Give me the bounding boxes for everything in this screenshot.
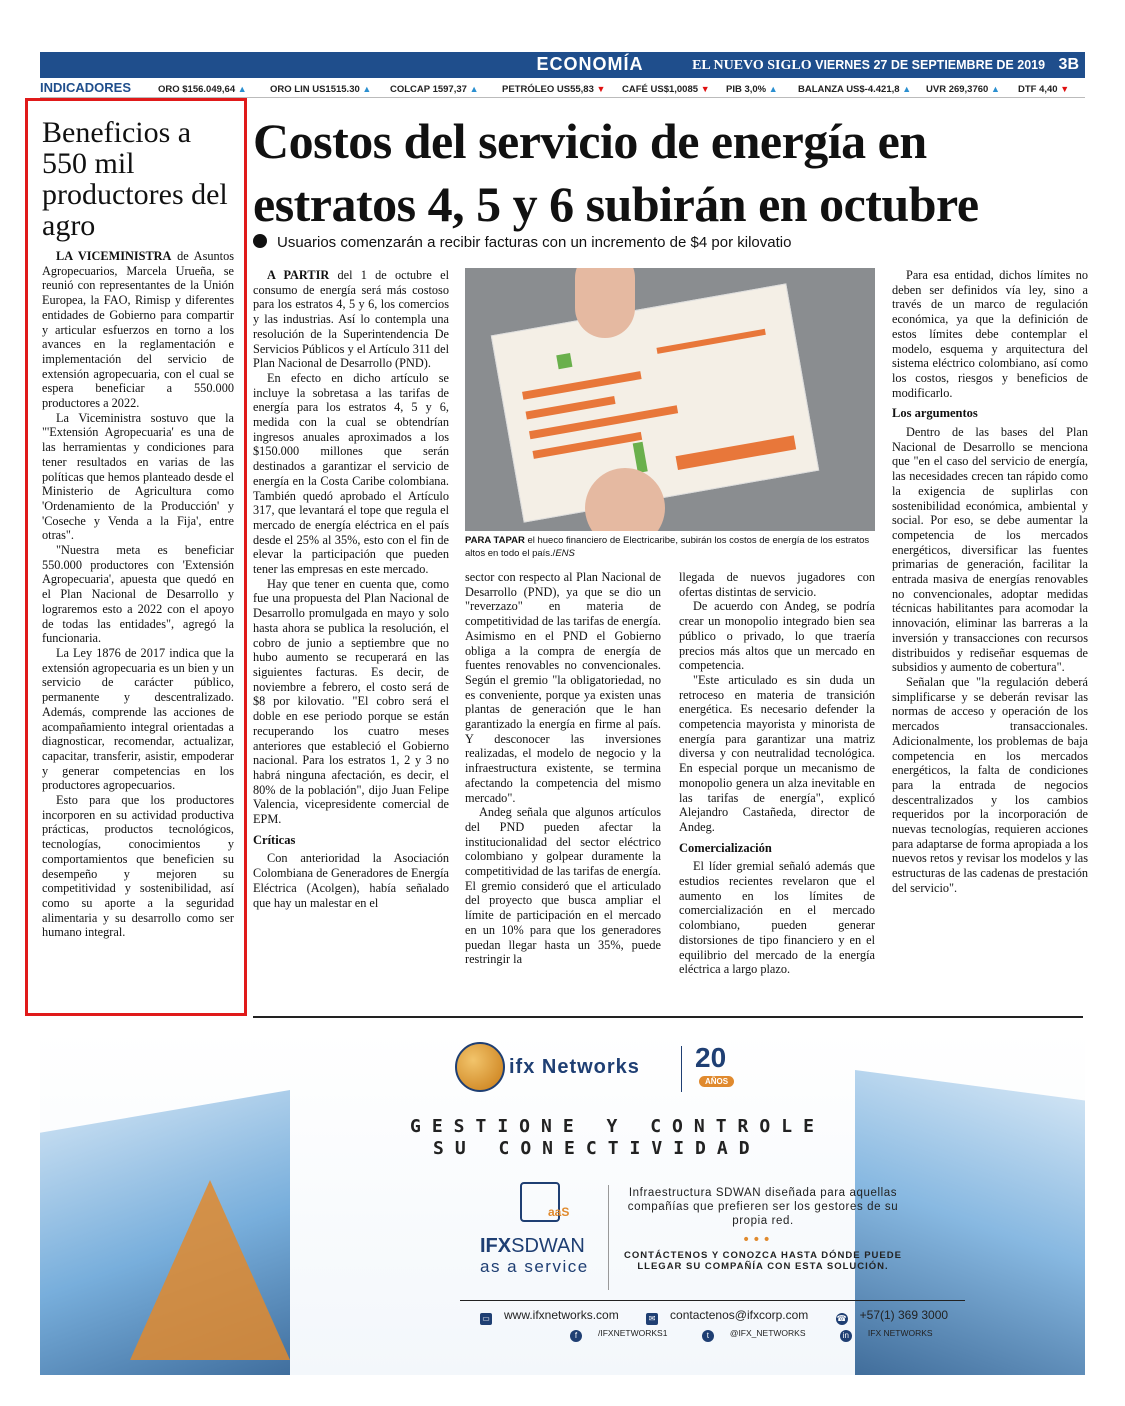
caption-text: el hueco financiero de Electricaribe, subirán los costos de energía de los estratos altos en todo el país./ bbox=[465, 535, 870, 559]
facebook-text: /IFXNETWORKS1 bbox=[598, 1328, 668, 1338]
website-link[interactable] bbox=[480, 1308, 631, 1322]
email-text: contactenos@ifxcorp.com bbox=[670, 1308, 809, 1322]
arrow-down-icon: ▼ bbox=[596, 84, 606, 94]
indicator-colcap bbox=[390, 84, 478, 95]
masthead-info bbox=[692, 56, 1079, 74]
indicator-value: COLCAP 1597,37 bbox=[390, 84, 467, 95]
article-headline: Costos del servicio de energía en estratos 4, 5 y 6 subirán en octubre bbox=[253, 113, 979, 232]
article-paragraph: Hay que tener en cuenta que, como fue una propuesta del Plan Nacional de Desarrollo promulgada en mayo y solo hasta ahora se publica la resolución, el cobro de junio a septiembre que no hubo aumento se recuperará en las siguientes facturas. Es decir, de noviembre a febrero, el costo será de $8 por kilovatio. "El cobro será el doble en ese periodo porque se están recuperando los cuatro meses anteriores que estableció el Gobierno nacional. Para los estratos 1, 2 y 3 no habrá ninguna afectación, es decir, el 80% de la población", dijo Juan Felipe Valencia, vicepresidente comercial de EPM. bbox=[253, 576, 449, 827]
arrow-up-icon: ▲ bbox=[362, 84, 372, 94]
logo-divider bbox=[681, 1046, 682, 1092]
indicator-value: DTF 4,40 bbox=[1018, 84, 1058, 95]
dots-icon: ••• bbox=[742, 1232, 773, 1248]
article-column-2 bbox=[465, 570, 661, 967]
article-column-3 bbox=[679, 570, 875, 977]
linkedin-text: IFX NETWORKS bbox=[867, 1328, 933, 1338]
phone-icon: ☎ bbox=[836, 1314, 847, 1323]
indicator-value: PIB 3,0% bbox=[726, 84, 767, 95]
indicators-label: INDICADORES bbox=[40, 80, 132, 95]
ad-divider bbox=[608, 1185, 609, 1290]
sidebar-paragraph bbox=[42, 249, 234, 411]
issue-date: VIERNES 27 DE SEPTIEMBRE DE 2019 bbox=[815, 58, 1046, 72]
globe-icon bbox=[455, 1042, 505, 1092]
aas-label: aaS bbox=[548, 1205, 570, 1219]
sidebar-paragraph: "Nuestra meta es beneficiar 550.000 productores con 'Extensión Agropecuaria', apuesta que quedó en el Plan Nacional de Desarrollo y lograremos esto a 2022 con el apoyo de todas las entidades", agregó la funcionaria. bbox=[42, 543, 234, 646]
subhead-text: Usuarios comenzarán a recibir facturas con un incremento de $4 por kilovatio bbox=[277, 234, 792, 251]
orange-triangle-graphic bbox=[130, 1180, 290, 1360]
indicator-value: ORO LIN US1515.30 bbox=[270, 84, 360, 95]
phone-link[interactable] bbox=[836, 1308, 960, 1322]
sidebar-lead: LA VICEMINISTRA bbox=[56, 249, 172, 263]
newspaper-name: EL NUEVO SIGLO bbox=[692, 58, 812, 73]
indicator-oro-lin bbox=[270, 84, 371, 95]
arrow-up-icon: ▲ bbox=[469, 84, 479, 94]
website-text: www.ifxnetworks.com bbox=[504, 1308, 619, 1322]
article-paragraph: Dentro de las bases del Plan Nacional de Desarrollo se menciona que "en el caso del servicio de energía, las necesidades crecen tan rápido como la exigencia de suplirlas con sostenibilidad económica, ambiental y social. Por eso, se debe aumentar la competencia de los mercados energéticos, diversificar las fuentes primarias de generación, facilitar la entrada masiva de energías renovables no convencionales, adoptar medidas técnicas habilitantes para acomodar la innovación, eliminar las barreras a la inversión y transacciones con recursos distribuidos y rediseñar esquemas de subsidios y aumento de cobertura". bbox=[892, 425, 1088, 675]
indicator-value: UVR 269,3760 bbox=[926, 84, 989, 95]
sidebar-paragraph: La Ley 1876 de 2017 indica que la extensión agropecuaria es un bien y un servicio de carácter público, permanente y descentralizado. Además, comprende las acciones de acompañamiento integral orientadas a diagnosticar, recomendar, actualizar, capacitar, transferir, asistir, empoderar y generar competencias en los productores agropecuarios. bbox=[42, 645, 234, 793]
sidebar-paragraph: La Viceministra sostuvo que la "'Extensión Agropecuaria' es una de las herramientas y condiciones para tener resultados en varias de las políticas que hemos planteado desde el Ministerio de Agricultura como 'Ordenamiento de la Producción' y 'Coseche y Venda a la Fija', entre otras". bbox=[42, 410, 234, 543]
photo-credit: ENS bbox=[555, 548, 575, 559]
anniversary-label: AÑOS bbox=[699, 1076, 734, 1087]
indicator-pib bbox=[726, 84, 778, 95]
indicator-dtf bbox=[1018, 84, 1069, 95]
advertisement bbox=[40, 1030, 1085, 1375]
sidebar-text: de Asuntos Agropecuarios, Marcela Urueña, se reunió con representantes de la Unión Europea, la FAO, Rimisp y diferentes entidades de Gobierno para compartir y articular esfuerzos en torno a los avances en la reglamentación e implementación del servicio de extensión agropecuaria, con el cual se espera beneficiar a 550.000 productores a 2022. bbox=[42, 249, 234, 411]
article-paragraph: De acuerdo con Andeg, se podría crear un monopolio integrado bien sea público o privado, lo que traería precios más altos que un mercado en competencia. bbox=[679, 599, 875, 673]
indicator-petroleo bbox=[502, 84, 605, 95]
article-paragraph: Andeg señala que algunos artículos del PND pueden afectar la institucionalidad del sector eléctrico colombiano y golpear duramente la competitividad de las tarifas de energía. El gremio consideró que el articulado del proyecto que busca ampliar el límite de participación en el mercado en un 10% para que los generadores puedan llegar hasta un 35%, puede restringir la bbox=[465, 805, 661, 967]
product-name-bold: IFX bbox=[480, 1235, 512, 1257]
article-photo bbox=[465, 268, 875, 531]
phone-text: +57(1) 369 3000 bbox=[859, 1308, 949, 1322]
article-paragraph: En efecto en dicho artículo se incluye la sobretasa a las tarifas de energía para los estratos 4, 5 y 6, medida con la cual se obtendrían ingresos anuales aproximados a los $150.000 millones que serán destinados a garantizar el servicio de energía en la Costa Caribe colombiana. También quedó aprobado el Artículo 317, que levantará el tope que regula el mercado de energía eléctrica en el país desde el 25% al 35%, esto con el fin de elevar la participación que pueden tener las empresas en este mercado. bbox=[253, 370, 449, 577]
article-paragraph: sector con respecto al Plan Nacional de Desarrollo (PND), ya que se dio un "reverzazo" en materia de competitividad de las tarifas de energía. Asimismo en el PND el Gobierno obliga a la compra de energía de fuentes renovables no convencionales. Según el gremio "la obligatoriedad, no es conveniente, porque ya existen unas plantas de generación que le han garantizado la energía en firme al país. Y desconocer las inversiones realizadas, el modelo de negocio y la infraestructura existente, se termina afectando la competencia del mismo mercado". bbox=[465, 570, 661, 805]
indicator-oro bbox=[158, 84, 247, 95]
article-column-1 bbox=[253, 268, 449, 910]
ad-social-links bbox=[570, 1328, 965, 1342]
arrow-up-icon: ▲ bbox=[768, 84, 778, 94]
email-link[interactable] bbox=[646, 1308, 820, 1322]
article-paragraph: Señalan que "la regulación deberá simplificarse y se deberán revisar las normas de acceso y operación de los mercados transaccionales. Adicionalmente, los problemas de baja competencia en los mercados energéticos, la falta de condiciones para la entrada de negocios descentralizados y los cambios requeridos por la incorporación de nuevas tecnologías, requieren acciones para adaptarse de forma apropiada a los nuevos retos y revisar los modelos y las estructuras de las cadenas de prestación del servicio". bbox=[892, 674, 1088, 895]
indicator-value: CAFÉ US$1,0085 bbox=[622, 84, 699, 95]
anniversary-number: 20 bbox=[695, 1042, 727, 1073]
linkedin-icon: in bbox=[840, 1330, 852, 1342]
brand-name: ifx Networks bbox=[509, 1056, 640, 1078]
indicator-value: BALANZA US$-4.421,8 bbox=[798, 84, 900, 95]
ifx-logo bbox=[455, 1042, 755, 1098]
arrow-up-icon: ▲ bbox=[990, 84, 1000, 94]
article-subheading: Críticas bbox=[253, 832, 296, 847]
article-subheading: Los argumentos bbox=[892, 406, 978, 421]
mail-icon: ✉ bbox=[646, 1313, 658, 1325]
bullet-icon bbox=[253, 234, 267, 248]
arrow-up-icon: ▲ bbox=[902, 84, 912, 94]
article-text: del 1 de octubre el consumo de energía será más costoso para los estratos 4, 5 y 6, los comercios y las industrias. Así lo contempla una resolución de la Superintendencia De Servicios Públicos y el Artículo 311 del Plan Nacional de Desarrollo (PND). bbox=[253, 268, 449, 371]
indicators-bar bbox=[40, 80, 1085, 98]
web-icon: ▭ bbox=[480, 1313, 492, 1325]
ad-contact-links bbox=[480, 1308, 972, 1325]
twitter-link[interactable] bbox=[702, 1328, 822, 1338]
article-paragraph: llegada de nuevos jugadores con ofertas distintas de servicio. bbox=[679, 570, 875, 599]
indicator-balanza bbox=[798, 84, 911, 95]
sidebar-article bbox=[25, 98, 247, 1016]
article-paragraph: "Este articulado es sin duda un retroceso en materia de transición energética. Es necesario defender la competencia mayorista y minorista de energía para garantizar una matriz diversa y con neutralidad tecnológica. En especial porque un mecanismo de monopolio genera un alza inevitable en las tarifas de energía", explicó Alejandro Castañeda, director de Andeg. bbox=[679, 672, 875, 834]
article-paragraph: Con anterioridad la Asociación Colombiana de Generadores de Energía Eléctrica (Acolgen), había señalado que hay un malestar en el bbox=[253, 851, 449, 910]
indicator-uvr bbox=[926, 84, 1000, 95]
twitter-text: @IFX_NETWORKS bbox=[729, 1328, 806, 1338]
photo-caption bbox=[465, 534, 875, 560]
ad-description: Infraestructura SDWAN diseñada para aquellas compañías que prefieren ser los gestores de su propia red. bbox=[627, 1187, 899, 1227]
sidebar-paragraph: Esto para que los productores incorporen en su actividad productiva prácticas, productos tecnológicos, tecnologías, conocimientos y comportamientos que beneficien su desempeño y mejoren su competitividad y sostenibilidad, así como su aporte a la seguridad alimentaria y su desarrollo como ser humano integral. bbox=[42, 793, 234, 940]
product-name bbox=[480, 1235, 585, 1258]
arrow-down-icon: ▼ bbox=[1060, 84, 1070, 94]
ad-call-to-action: CONTÁCTENOS Y CONOZCA HASTA DÓNDE PUEDE LLEGAR SU COMPAÑÍA CON ESTA SOLUCIÓN. bbox=[624, 1250, 902, 1272]
article-paragraph: Para esa entidad, dichos límites no deben ser definidos vía ley, sino a través de un marco de regulación económica, ya que la definición de estos límites debe contemplar el modelo, esquema y arquitectura del sistema eléctrico colombiano, así como los costos, riesgos y beneficios de modificarlo. bbox=[892, 268, 1088, 400]
hand-image bbox=[575, 268, 635, 338]
article-paragraph: El líder gremial señaló además que estudios recientes revelaron que el aumento en los límites de comercialización en el mercado colombiano, pueden generar distorsiones de tipo financiero y en el equilibrio del mercado de la energía eléctrica a largo plazo. bbox=[679, 859, 875, 977]
ad-tagline-line1: GESTIONE Y CONTROLE bbox=[410, 1116, 825, 1137]
twitter-icon: t bbox=[702, 1330, 714, 1342]
indicator-value: PETRÓLEO US55,83 bbox=[502, 84, 594, 95]
ad-divider bbox=[460, 1300, 965, 1301]
product-name-text: SDWAN bbox=[511, 1235, 585, 1257]
arrow-up-icon: ▲ bbox=[237, 84, 247, 94]
article-column-4 bbox=[892, 268, 1088, 896]
product-subtitle: as a service bbox=[480, 1257, 589, 1276]
article-paragraph bbox=[253, 268, 449, 371]
page-number: 3B bbox=[1058, 56, 1079, 73]
section-header-bar bbox=[40, 52, 1085, 78]
article-lead: A PARTIR bbox=[267, 268, 330, 282]
ad-tagline-line2: SU CONECTIVIDAD bbox=[433, 1138, 761, 1159]
article-subheading: Comercialización bbox=[679, 840, 772, 855]
sidebar-title: Beneficios a 550 mil productores del agro bbox=[42, 116, 228, 242]
section-title: ECONOMÍA bbox=[536, 54, 644, 74]
article-subhead bbox=[253, 234, 791, 251]
caption-lead: PARA TAPAR bbox=[465, 535, 525, 546]
arrow-down-icon: ▼ bbox=[700, 84, 710, 94]
indicator-value: ORO $156.049,64 bbox=[158, 84, 236, 95]
facebook-icon: f bbox=[570, 1330, 582, 1342]
facebook-link[interactable] bbox=[570, 1328, 683, 1338]
indicator-cafe bbox=[622, 84, 710, 95]
linkedin-link[interactable] bbox=[840, 1328, 949, 1338]
divider bbox=[253, 1016, 1083, 1018]
